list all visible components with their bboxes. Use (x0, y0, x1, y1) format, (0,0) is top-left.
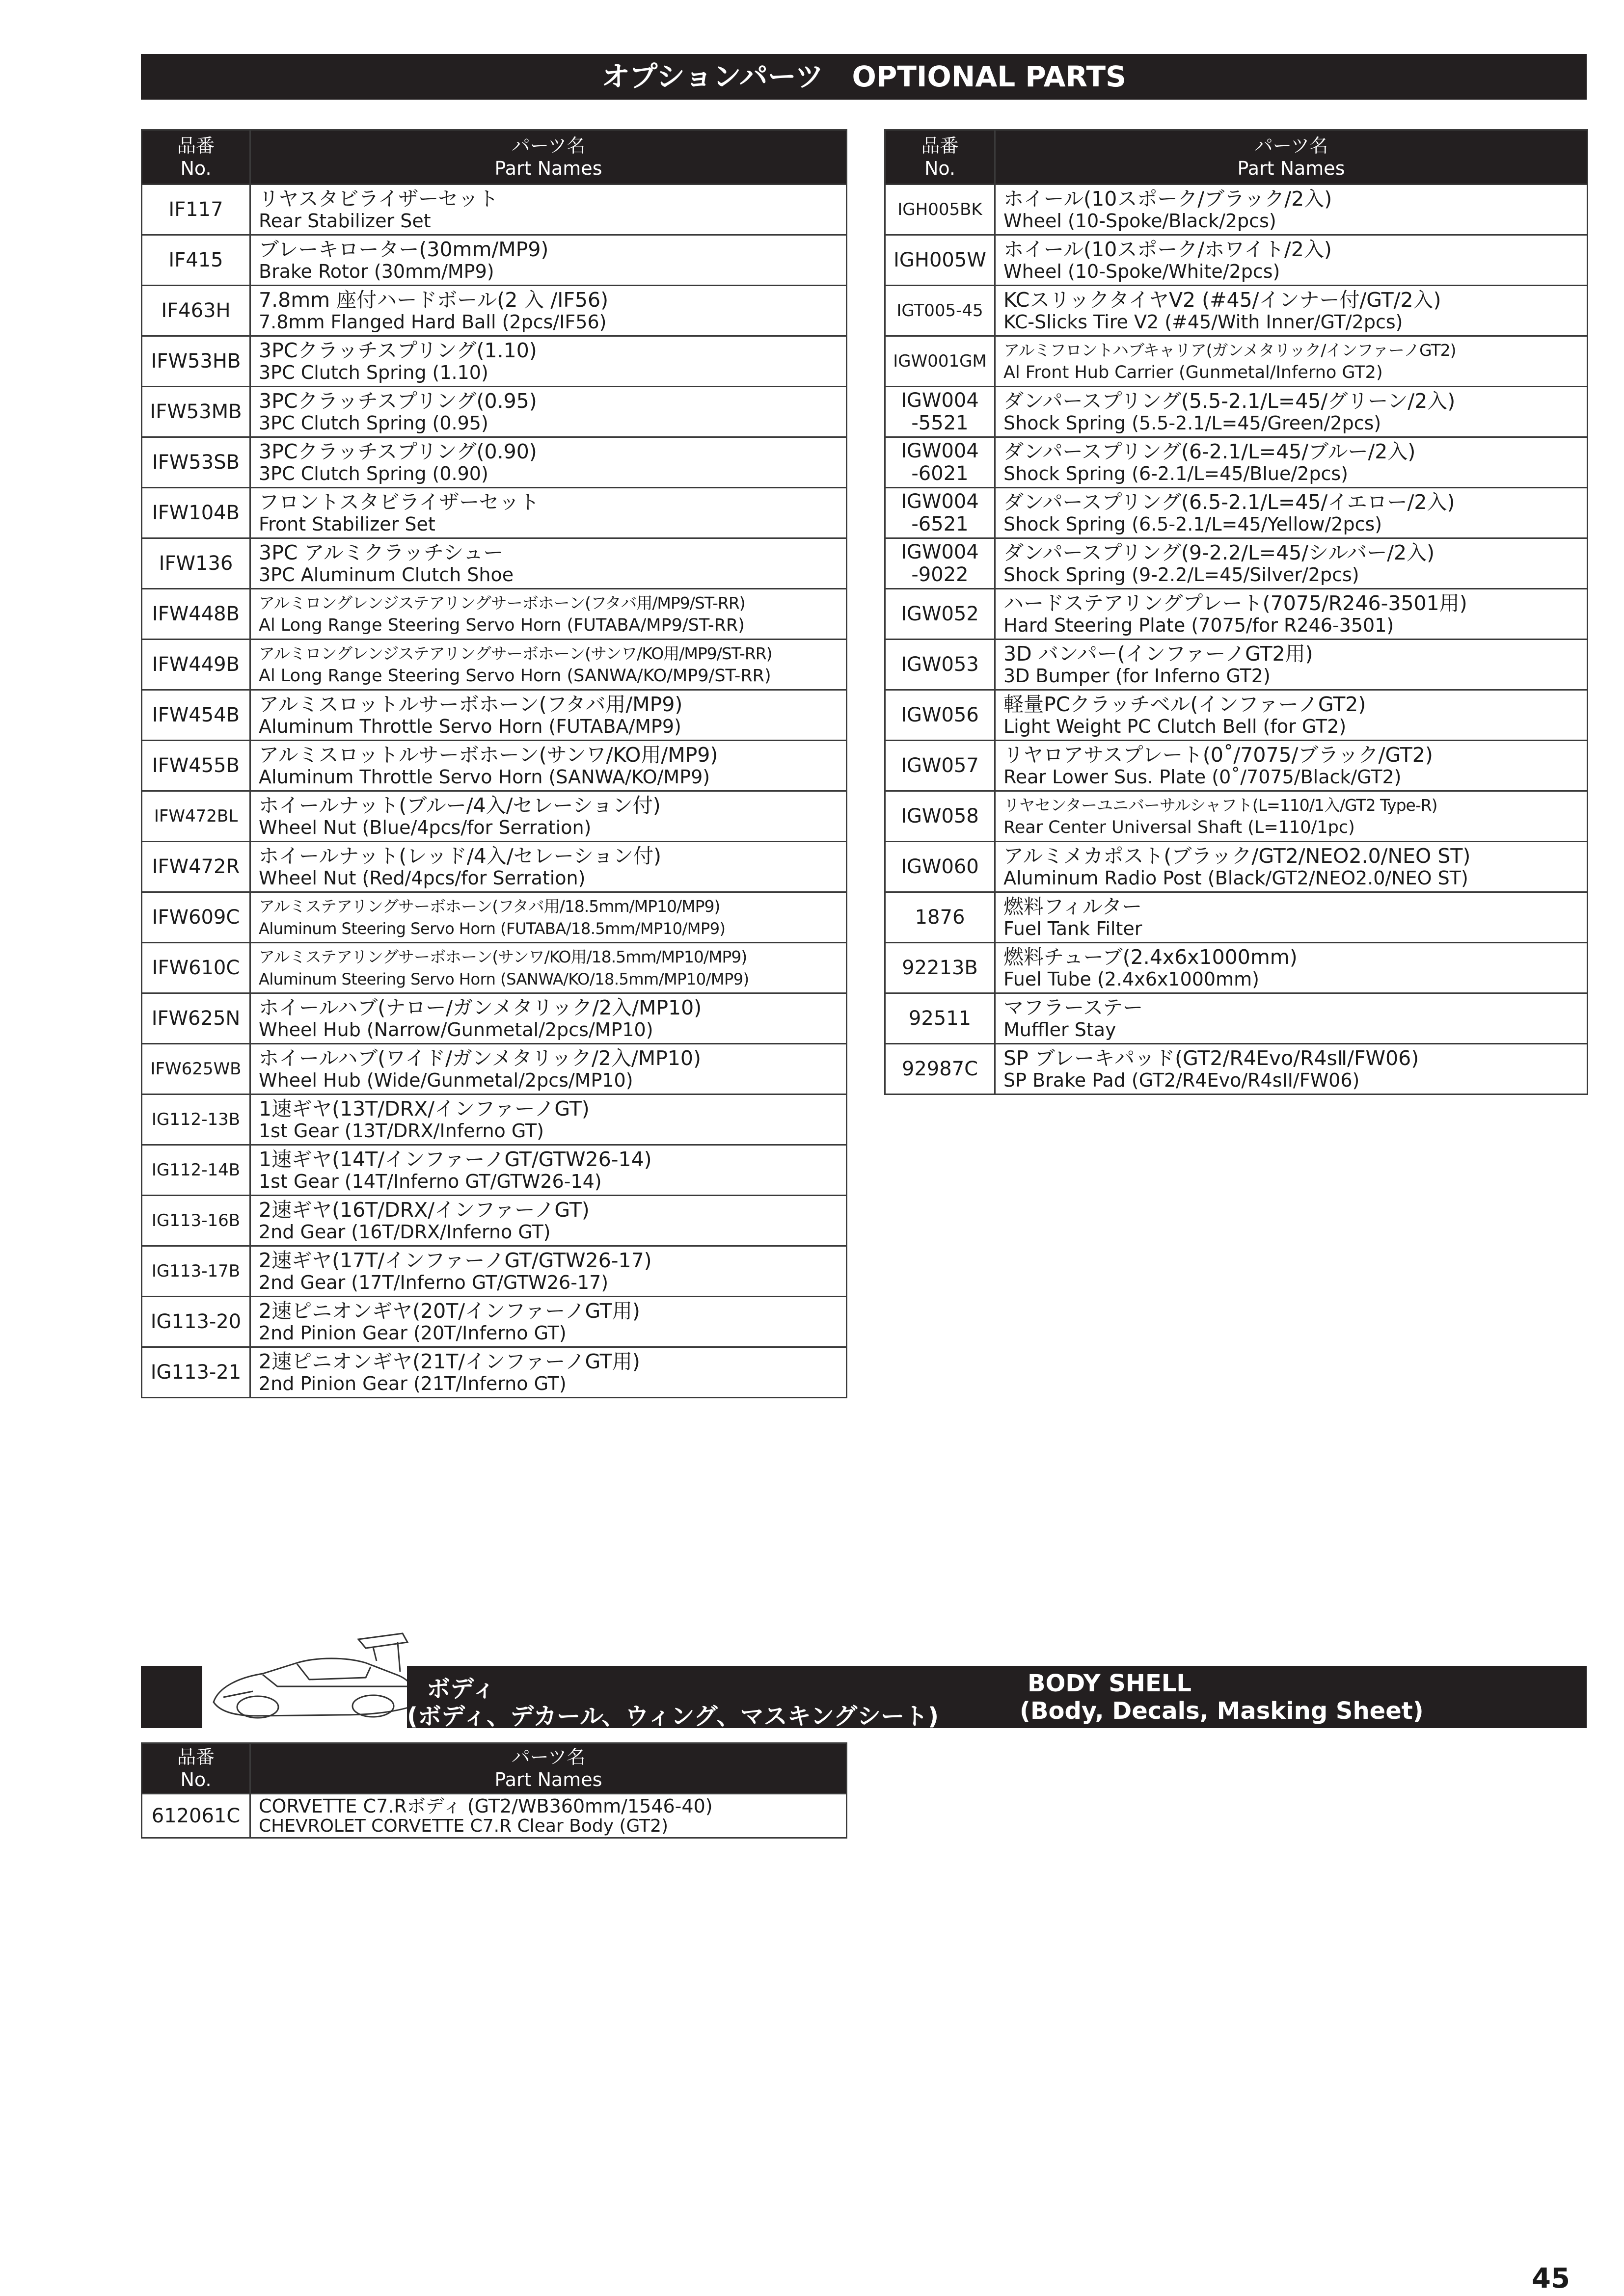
header-no: 品番 No. (142, 1743, 250, 1794)
part-name-en: Rear Center Universal Shaft (L=110/1pc) (1003, 818, 1355, 837)
part-name-jp: 2速ギヤ(16T/DRX/インファーノGT) (259, 1198, 590, 1222)
part-name (250, 1347, 847, 1398)
table-row (885, 437, 1588, 488)
header-no: 品番 No. (142, 130, 250, 185)
part-name-jp: アルミスロットルサーボホーン(サンワ/KO用/MP9) (259, 743, 718, 767)
part-name-jp: アルミステアリングサーボホーン(フタバ用/18.5mm/MP10/MP9) (259, 897, 720, 916)
part-name (250, 336, 847, 387)
part-number-line2: -9022 (911, 563, 969, 586)
part-number: IG113-21 (142, 1347, 250, 1398)
table-row (142, 741, 847, 791)
part-number: IGH005W (885, 235, 995, 286)
part-number: IFW472BL (142, 791, 250, 842)
part-name-en: CHEVROLET CORVETTE C7.R Clear Body (GT2) (259, 1815, 669, 1836)
part-name-jp: 1速ギヤ(13T/DRX/インファーノGT) (259, 1097, 590, 1121)
part-name-en: Wheel (10-Spoke/White/2pcs) (1003, 261, 1280, 282)
body-shell-table (141, 1742, 847, 1839)
part-number: IFW454B (142, 690, 250, 741)
part-name-en: Shock Spring (6-2.1/L=45/Blue/2pcs) (1003, 463, 1348, 484)
body-title-en: BODY SHELL (1028, 1670, 1191, 1697)
part-name-en: Rear Stabilizer Set (259, 210, 431, 232)
table-row (142, 1246, 847, 1297)
part-name-en: Aluminum Steering Servo Horn (SANWA/KO/18.5mm/MP10/MP9) (259, 970, 749, 988)
part-name-jp: SP ブレーキパッド(GT2/R4Evo/R4sⅡ/FW06) (1003, 1046, 1419, 1070)
table-row (885, 488, 1588, 538)
part-name (995, 185, 1588, 235)
part-name-en: KC-Slicks Tire V2 (#45/With Inner/GT/2pcs) (1003, 311, 1403, 333)
part-name-en: Aluminum Throttle Servo Horn (FUTABA/MP9) (259, 716, 681, 737)
part-name-en: Shock Spring (6.5-2.1/L=45/Yellow/2pcs) (1003, 513, 1382, 535)
car-body-icon (204, 1629, 420, 1732)
optional-parts-table-right (884, 129, 1588, 1095)
table-row (142, 892, 847, 943)
table-row (142, 1145, 847, 1196)
body-subtitle-jp: (ボディ、デカール、ウィング、マスキングシート) (407, 1703, 939, 1730)
part-name-jp: アルミメカポスト(ブラック/GT2/NEO2.0/NEO ST) (1003, 844, 1471, 868)
part-name (995, 589, 1588, 640)
part-number-line1: IGW004 (901, 490, 979, 513)
part-number: IF117 (142, 185, 250, 235)
part-name-jp: ダンパースプリング(9-2.2/L=45/シルバー/2入) (1003, 541, 1435, 564)
part-number: IG112-14B (142, 1145, 250, 1196)
part-name-en: Rear Lower Sus. Plate (0˚/7075/Black/GT2) (1003, 766, 1402, 788)
part-number: 92213B (885, 943, 995, 993)
part-name-en: Al Long Range Steering Servo Horn (SANWA/KO/MP9/ST-RR) (259, 666, 771, 686)
part-name-en: 3PC Aluminum Clutch Shoe (259, 564, 514, 586)
part-number: IFW609C (142, 892, 250, 943)
part-name-en: 2nd Pinion Gear (21T/Inferno GT) (259, 1373, 567, 1394)
part-number: IFW104B (142, 488, 250, 538)
body-shell-header-bar (407, 1666, 1587, 1728)
table-row (142, 437, 847, 488)
part-name (250, 235, 847, 286)
part-name-en: 3PC Clutch Spring (1.10) (259, 362, 488, 383)
table-row (142, 842, 847, 892)
table-row (142, 791, 847, 842)
part-number-line1: IGW004 (901, 541, 979, 563)
part-name-jp: アルミフロントハブキャリア(ガンメタリック/インファーノGT2) (1003, 341, 1456, 360)
part-number: IF415 (142, 235, 250, 286)
part-name-jp: リヤロアサスプレート(0˚/7075/ブラック/GT2) (1003, 743, 1433, 767)
part-name-en: Aluminum Steering Servo Horn (FUTABA/18.5mm/MP10/MP9) (259, 919, 726, 938)
header-no: 品番 No. (885, 130, 995, 185)
part-number: 1876 (885, 892, 995, 943)
table-row (142, 993, 847, 1044)
part-number: IFW472R (142, 842, 250, 892)
part-name-en: Fuel Tank Filter (1003, 918, 1142, 939)
table-row (885, 589, 1588, 640)
part-number: IGT005-45 (885, 286, 995, 336)
table-row (885, 892, 1588, 943)
table-row (885, 235, 1588, 286)
part-name-en: Shock Spring (9-2.2/L=45/Silver/2pcs) (1003, 564, 1359, 586)
table-row (142, 538, 847, 589)
part-number (885, 437, 995, 488)
part-name (995, 1044, 1588, 1095)
part-name-jp: KCスリックタイヤV2 (#45/インナー付/GT/2入) (1003, 288, 1441, 312)
part-name-en: Al Long Range Steering Servo Horn (FUTABA/MP9/ST-RR) (259, 615, 745, 635)
table-row (142, 943, 847, 993)
table-header (142, 1743, 847, 1794)
part-name-en: 2nd Pinion Gear (20T/Inferno GT) (259, 1322, 567, 1344)
page-banner-title: オプションパーツ OPTIONAL PARTS (141, 54, 1587, 100)
part-name (250, 538, 847, 589)
optional-parts-table-left (141, 129, 847, 1398)
part-number: IG113-17B (142, 1246, 250, 1297)
part-number: IGW001GM (885, 336, 995, 387)
body-title-jp: ボディ (427, 1675, 496, 1703)
table-row (142, 185, 847, 235)
part-number: IFW625WB (142, 1044, 250, 1095)
part-name (995, 437, 1588, 488)
part-number (885, 488, 995, 538)
part-name-jp: 7.8mm 座付ハードボール(2 入 /IF56) (259, 288, 609, 312)
part-name (250, 1246, 847, 1297)
part-name (995, 741, 1588, 791)
part-name-jp: アルミロングレンジステアリングサーボホーン(サンワ/KO用/MP9/ST-RR) (259, 644, 772, 663)
part-name (250, 640, 847, 690)
part-name-en: Hard Steering Plate (7075/for R246-3501) (1003, 614, 1394, 636)
part-name (995, 791, 1588, 842)
part-name-jp: ホイール(10スポーク/ホワイト/2入) (1003, 238, 1332, 261)
part-name (995, 993, 1588, 1044)
part-number: IFW53SB (142, 437, 250, 488)
part-number: 92987C (885, 1044, 995, 1095)
part-name (995, 286, 1588, 336)
part-name (250, 943, 847, 993)
part-name-en: 2nd Gear (17T/Inferno GT/GTW26-17) (259, 1272, 609, 1293)
part-name (250, 842, 847, 892)
part-name (250, 690, 847, 741)
part-name (250, 1297, 847, 1347)
table-row (142, 1196, 847, 1246)
part-name (995, 387, 1588, 437)
part-name-jp: ホイールナット(ブルー/4入/セレーション付) (259, 794, 661, 817)
part-name (250, 286, 847, 336)
part-name-jp: 2速ギヤ(17T/インファーノGT/GTW26-17) (259, 1249, 652, 1272)
page-number: 45 (1532, 2263, 1570, 2295)
part-name-jp: 3PCクラッチスプリング(0.90) (259, 440, 537, 463)
part-name (250, 1044, 847, 1095)
part-number: IGW060 (885, 842, 995, 892)
table-row (142, 1095, 847, 1145)
part-number: IGH005BK (885, 185, 995, 235)
part-name-jp: CORVETTE C7.Rボディ (GT2/WB360mm/1546-40) (259, 1795, 713, 1817)
table-row (142, 690, 847, 741)
part-name-jp: アルミロングレンジステアリングサーボホーン(フタバ用/MP9/ST-RR) (259, 593, 745, 613)
table-row (142, 1297, 847, 1347)
part-name (250, 1095, 847, 1145)
header-part-names: パーツ名 Part Names (250, 130, 847, 185)
part-name (995, 842, 1588, 892)
part-name-en: Muffler Stay (1003, 1019, 1116, 1041)
table-row (885, 286, 1588, 336)
part-number (885, 538, 995, 589)
part-name (250, 993, 847, 1044)
table-row (885, 690, 1588, 741)
part-number-line1: IGW004 (901, 389, 979, 412)
part-name (250, 589, 847, 640)
part-number: IFW53MB (142, 387, 250, 437)
part-number: IFW136 (142, 538, 250, 589)
part-name-en: Front Stabilizer Set (259, 513, 435, 535)
part-name (995, 690, 1588, 741)
part-number: IGW052 (885, 589, 995, 640)
part-number (885, 387, 995, 437)
table-row (142, 589, 847, 640)
part-name-jp: ホイール(10スポーク/ブラック/2入) (1003, 187, 1332, 211)
part-name (250, 387, 847, 437)
part-name (250, 1196, 847, 1246)
part-number: IFW455B (142, 741, 250, 791)
part-name-jp: 軽量PCクラッチベル(インファーノGT2) (1003, 693, 1366, 716)
part-name (995, 538, 1588, 589)
part-name-en: Fuel Tube (2.4x6x1000mm) (1003, 968, 1259, 990)
header-part-names: パーツ名 Part Names (250, 1743, 847, 1794)
table-row (885, 791, 1588, 842)
part-name-jp: 1速ギヤ(14T/インファーノGT/GTW26-14) (259, 1148, 652, 1171)
table-row (885, 640, 1588, 690)
part-name-jp: ホイールハブ(ナロー/ガンメタリック/2入/MP10) (259, 996, 702, 1019)
body-section-marker (141, 1666, 202, 1728)
table-row (885, 185, 1588, 235)
part-name-jp: ホイールナット(レッド/4入/セレーション付) (259, 844, 662, 868)
part-name-en: Aluminum Radio Post (Black/GT2/NEO2.0/NEO ST) (1003, 867, 1468, 889)
part-name-jp: リヤセンターユニバーサルシャフト(L=110/1入/GT2 Type-R) (1003, 796, 1437, 815)
part-name-jp: アルミステアリングサーボホーン(サンワ/KO用/18.5mm/MP10/MP9) (259, 947, 747, 966)
part-name (995, 892, 1588, 943)
header-part-names: パーツ名 Part Names (995, 130, 1588, 185)
part-number: IGW053 (885, 640, 995, 690)
part-name (250, 741, 847, 791)
part-name-en: 2nd Gear (16T/DRX/Inferno GT) (259, 1221, 551, 1243)
part-name (995, 488, 1588, 538)
part-name (995, 640, 1588, 690)
part-number: IG113-20 (142, 1297, 250, 1347)
table-header (885, 130, 1588, 185)
part-name-en: Shock Spring (5.5-2.1/L=45/Green/2pcs) (1003, 412, 1381, 434)
part-name-en: 7.8mm Flanged Hard Ball (2pcs/IF56) (259, 311, 607, 333)
part-name (250, 185, 847, 235)
table-header (142, 130, 847, 185)
table-row (885, 336, 1588, 387)
part-name-jp: 3D バンパー(インファーノGT2用) (1003, 642, 1313, 666)
part-name-en: 1st Gear (13T/DRX/Inferno GT) (259, 1120, 544, 1142)
part-name-en: Light Weight PC Clutch Bell (for GT2) (1003, 716, 1347, 737)
part-number: IGW058 (885, 791, 995, 842)
part-number: IGW057 (885, 741, 995, 791)
part-number: 92511 (885, 993, 995, 1044)
part-name-jp: リヤスタビライザーセット (259, 187, 499, 211)
part-name-jp: 3PCクラッチスプリング(1.10) (259, 339, 537, 362)
part-name-jp: 3PC アルミクラッチシュー (259, 541, 504, 564)
part-name-jp: ダンパースプリング(6-2.1/L=45/ブルー/2入) (1003, 440, 1416, 463)
part-name (250, 437, 847, 488)
table-row (142, 1347, 847, 1398)
table-row (885, 741, 1588, 791)
part-name-en: Wheel Hub (Narrow/Gunmetal/2pcs/MP10) (259, 1019, 653, 1041)
part-number-line1: IGW004 (901, 440, 979, 462)
part-name-en: 1st Gear (14T/Inferno GT/GTW26-14) (259, 1171, 602, 1192)
part-number: IGW056 (885, 690, 995, 741)
body-subtitle-en: (Body, Decals, Masking Sheet) (1020, 1697, 1424, 1725)
table-row (885, 943, 1588, 993)
part-name-jp: ブレーキローター(30mm/MP9) (259, 238, 549, 261)
part-name (250, 488, 847, 538)
part-name-jp: ホイールハブ(ワイド/ガンメタリック/2入/MP10) (259, 1046, 701, 1070)
part-name-jp: フロントスタビライザーセット (259, 490, 540, 514)
part-name-jp: アルミスロットルサーボホーン(フタバ用/MP9) (259, 693, 683, 716)
table-row (885, 842, 1588, 892)
part-name (250, 1145, 847, 1196)
part-number: IFW610C (142, 943, 250, 993)
part-name-en: 3PC Clutch Spring (0.95) (259, 412, 488, 434)
table-row (142, 286, 847, 336)
table-row (885, 993, 1588, 1044)
part-name (995, 336, 1588, 387)
table-row (142, 387, 847, 437)
table-row (142, 1044, 847, 1095)
table-row (885, 387, 1588, 437)
part-number: IFW53HB (142, 336, 250, 387)
table-row (885, 538, 1588, 589)
part-name-jp: 2速ピニオンギヤ(21T/インファーノGT用) (259, 1350, 640, 1373)
part-name-en: Wheel Nut (Blue/4pcs/for Serration) (259, 817, 592, 838)
part-name-jp: ハードステアリングプレート(7075/R246-3501用) (1003, 591, 1467, 615)
table-row (142, 336, 847, 387)
table-row (142, 1794, 847, 1838)
part-number: IFW625N (142, 993, 250, 1044)
part-name-en: SP Brake Pad (GT2/R4Evo/R4sII/FW06) (1003, 1069, 1360, 1091)
part-name (995, 235, 1588, 286)
part-name-en: 3PC Clutch Spring (0.90) (259, 463, 488, 484)
part-name-en: Wheel Nut (Red/4pcs/for Serration) (259, 867, 586, 889)
part-name (250, 1794, 847, 1838)
part-name-jp: 2速ピニオンギヤ(20T/インファーノGT用) (259, 1299, 640, 1323)
part-name-en: Wheel Hub (Wide/Gunmetal/2pcs/MP10) (259, 1069, 633, 1091)
part-name-jp: ダンパースプリング(6.5-2.1/L=45/イエロー/2入) (1003, 490, 1455, 514)
table-row (885, 1044, 1588, 1095)
part-name-jp: 3PCクラッチスプリング(0.95) (259, 389, 537, 413)
part-number: IG113-16B (142, 1196, 250, 1246)
part-number: IFW449B (142, 640, 250, 690)
part-number-line2: -6021 (911, 462, 969, 485)
part-number: 612061C (142, 1794, 250, 1838)
part-number-line2: -5521 (911, 412, 969, 434)
part-name-jp: マフラーステー (1003, 996, 1143, 1019)
part-name-jp: 燃料チューブ(2.4x6x1000mm) (1003, 945, 1298, 969)
part-name (250, 892, 847, 943)
table-row (142, 640, 847, 690)
table-row (142, 235, 847, 286)
table-row (142, 488, 847, 538)
part-number: IG112-13B (142, 1095, 250, 1145)
part-number-line2: -6521 (911, 513, 969, 535)
part-name-en: Brake Rotor (30mm/MP9) (259, 261, 494, 282)
part-number: IF463H (142, 286, 250, 336)
part-name-en: Aluminum Throttle Servo Horn (SANWA/KO/MP9) (259, 766, 710, 788)
part-name-jp: 燃料フィルター (1003, 895, 1142, 918)
part-name (995, 943, 1588, 993)
part-name-jp: ダンパースプリング(5.5-2.1/L=45/グリーン/2入) (1003, 389, 1456, 413)
part-name-en: Wheel (10-Spoke/Black/2pcs) (1003, 210, 1276, 232)
part-number: IFW448B (142, 589, 250, 640)
part-name-en: Al Front Hub Carrier (Gunmetal/Inferno GT2) (1003, 363, 1383, 382)
part-name-en: 3D Bumper (for Inferno GT2) (1003, 665, 1271, 687)
part-name (250, 791, 847, 842)
